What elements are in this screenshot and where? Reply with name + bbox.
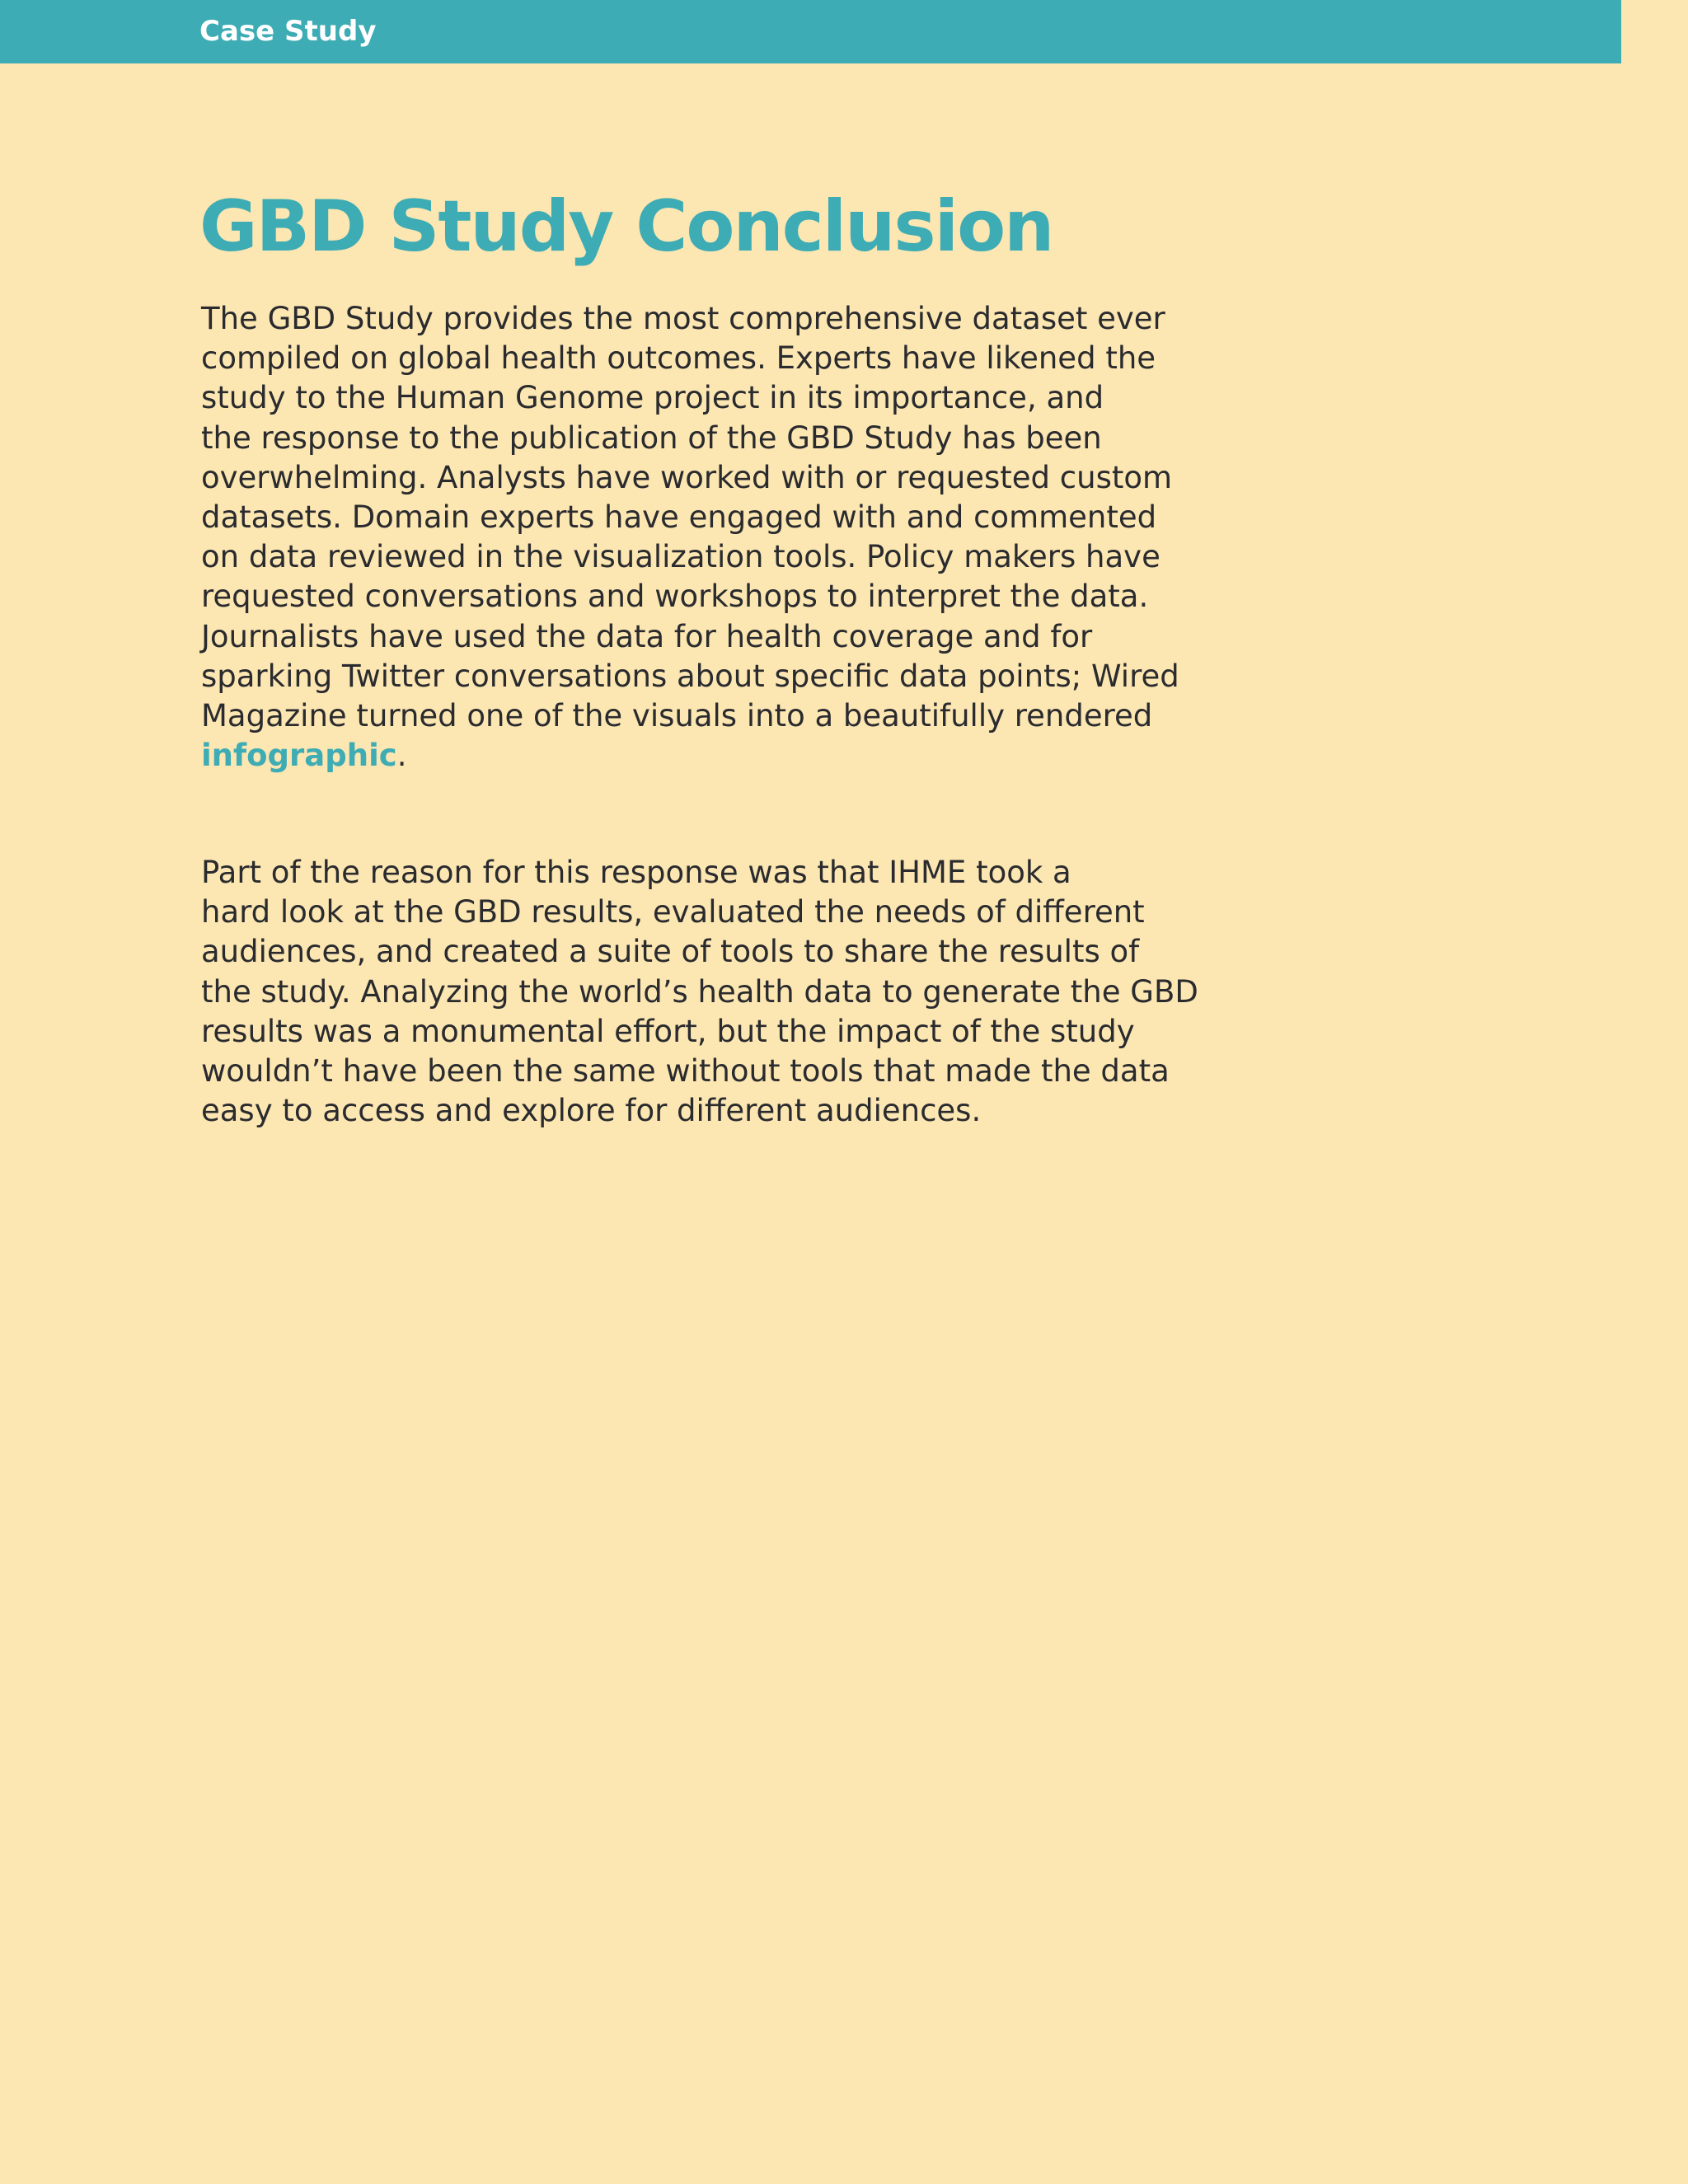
paragraph-line: overwhelming. Analysts have worked with or requested custom: [201, 459, 1173, 495]
paragraph-line: datasets. Domain experts have engaged with and commented: [201, 499, 1157, 536]
paragraph-1: [201, 299, 1215, 776]
header-bar: [0, 0, 1621, 63]
paragraph-2: [201, 853, 1215, 1131]
paragraph-line: the response to the publication of the GBD Study has been: [201, 419, 1102, 456]
paragraph-line: the study. Analyzing the world’s health data to generate the GBD: [201, 973, 1198, 1010]
paragraph-line: requested conversations and workshops to interpret the data.: [201, 579, 1149, 615]
paragraph-line: Magazine turned one of the visuals into a beautifully rendered: [201, 698, 1153, 734]
paragraph-line: audiences, and created a suite of tools to share the results of: [201, 934, 1140, 970]
paragraph-line: compiled on global health outcomes. Experts have likened the: [201, 340, 1156, 377]
paragraph-line: on data reviewed in the visualization tools. Policy makers have: [201, 539, 1160, 575]
section-label: Case Study: [199, 15, 377, 48]
paragraph-line: easy to access and explore for different audiences.: [201, 1093, 982, 1129]
paragraph-line: study to the Human Genome project in its importance, and: [201, 380, 1104, 416]
paragraph-line: hard look at the GBD results, evaluated the needs of different: [201, 894, 1145, 930]
paragraph-line: Journalists have used the data for health coverage and for: [201, 618, 1093, 654]
page-title: GBD Study Conclusion: [199, 185, 1053, 268]
paragraph-line: wouldn’t have been the same without tools that made the data: [201, 1053, 1170, 1090]
paragraph-line: results was a monumental effort, but the impact of the study: [201, 1013, 1135, 1049]
paragraph-line: Part of the reason for this response was that IHME took a: [201, 855, 1071, 890]
link-suffix: .: [396, 738, 407, 774]
paragraph-line-last: [201, 736, 1215, 776]
paragraph-line: sparking Twitter conversations about specific data points; Wired: [201, 658, 1179, 694]
infographic-link[interactable]: infographic: [201, 738, 397, 774]
paragraph-line: The GBD Study provides the most comprehensive dataset ever: [201, 301, 1165, 336]
